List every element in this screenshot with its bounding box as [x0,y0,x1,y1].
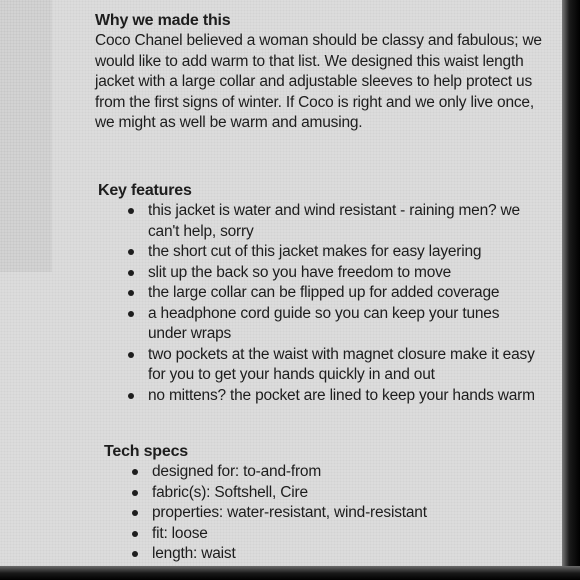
feature-item: a headphone cord guide so you can keep your tunes under wraps [98,304,538,345]
monitor-bezel-bottom [0,566,580,580]
why-we-made-this-section [95,10,550,134]
why-body: Coco Chanel believed a woman should be classy and fabulous; we would like to add warm to that list. We designed this waist length jacket with a large collar and adjustable sleeves to help protect us from the first signs of winter. If Coco is right and we only live once, we might as well be warm and amusing. [95,32,542,131]
feature-item: the short cut of this jacket makes for easy layering [98,242,538,263]
monitor-bezel-right [562,0,580,580]
left-image-panel [0,0,52,272]
feature-item: this jacket is water and wind resistant - raining men? we can't help, sorry [98,201,538,242]
feature-item: the large collar can be flipped up for added coverage [98,283,538,304]
feature-item: slit up the back so you have freedom to move [98,263,538,284]
spec-item: designed for: to-and-from [104,462,524,483]
key-features-section [98,180,538,406]
tech-specs-section [104,441,524,565]
why-heading: Why we made this [95,12,231,29]
feature-item: no mittens? the pocket are lined to keep your hands warm [98,386,538,407]
tech-specs-heading: Tech specs [104,443,188,460]
tech-specs-list [104,462,524,565]
spec-item: properties: water-resistant, wind-resistant [104,503,524,524]
spec-item: length: waist [104,544,524,565]
key-features-list [98,201,538,406]
key-features-heading: Key features [98,182,192,199]
feature-item: two pockets at the waist with magnet closure make it easy for you to get your hands quickly in and out [98,345,538,386]
spec-item: fit: loose [104,524,524,545]
spec-item: fabric(s): Softshell, Cire [104,483,524,504]
